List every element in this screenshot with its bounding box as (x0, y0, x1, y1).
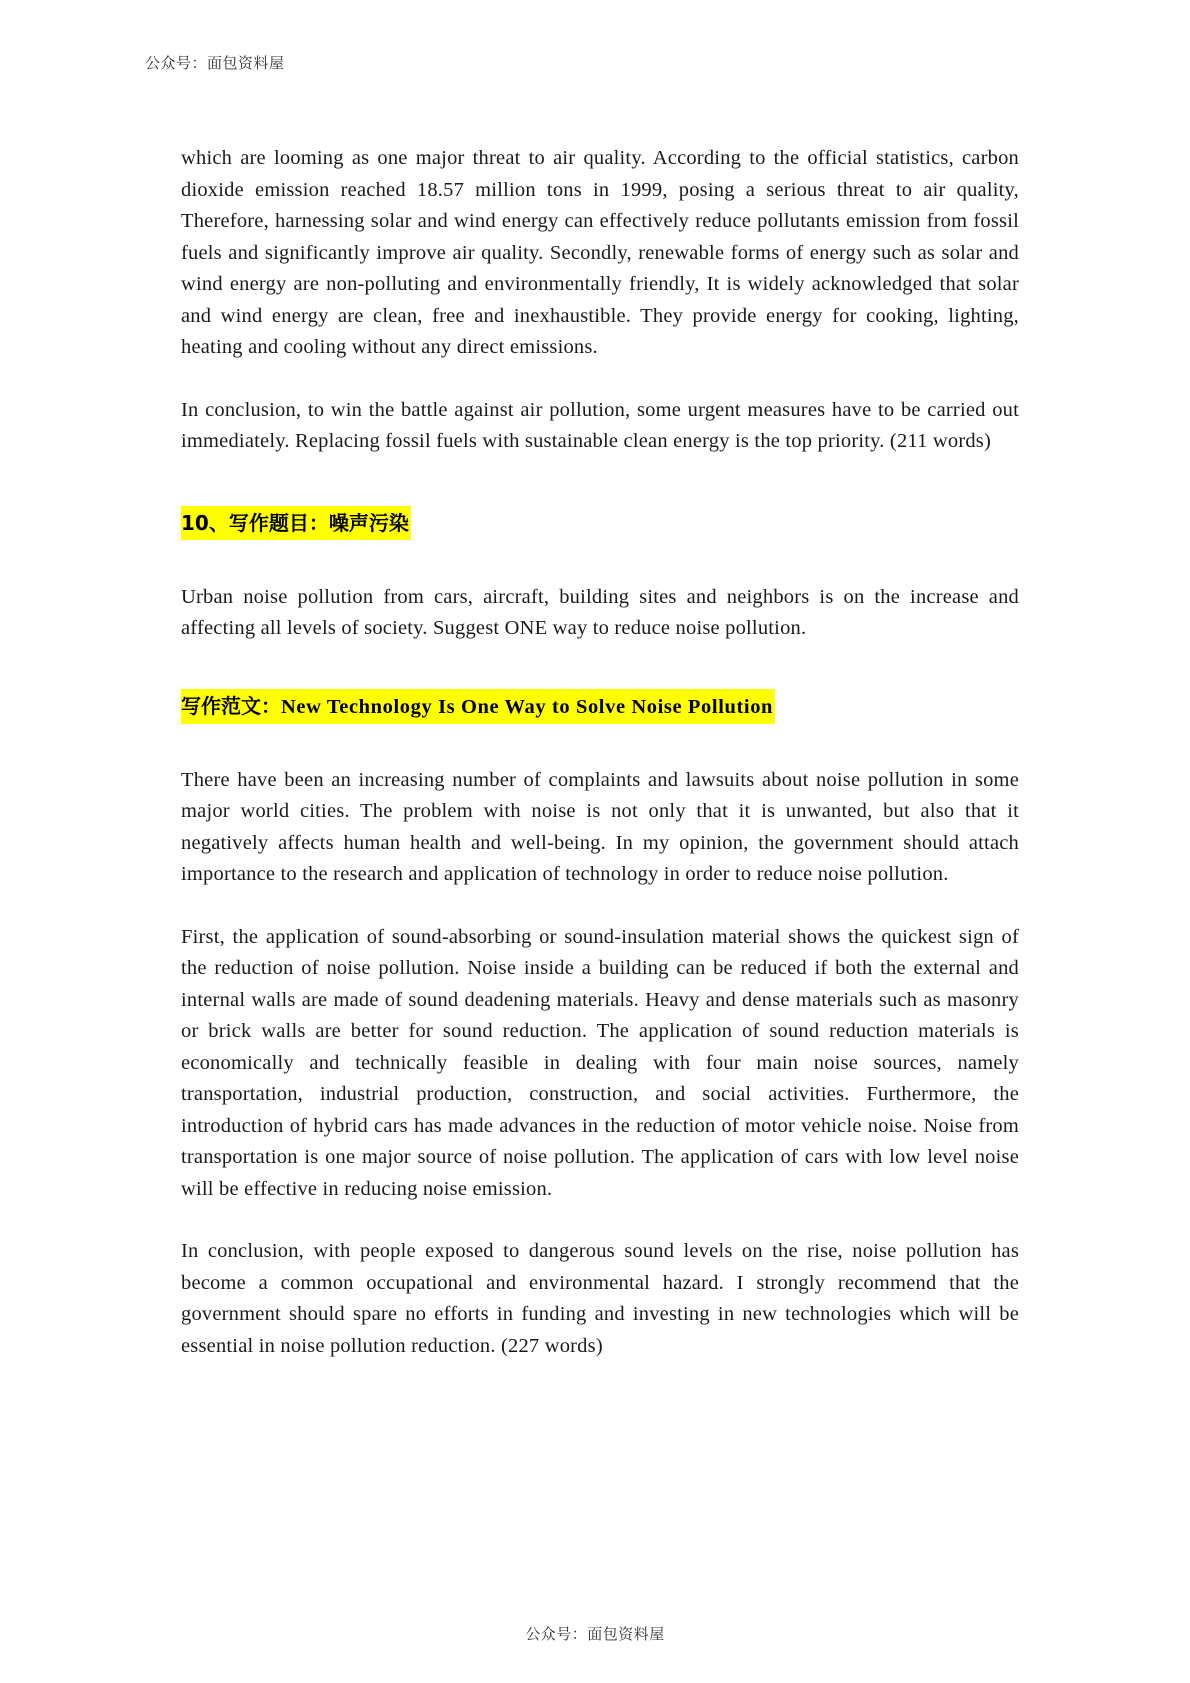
paragraph-conclusion-air: In conclusion, to win the battle against air pollution, some urgent measures have to be carried out immediately. Replacing fossil fuels with sustainable clean energy is the top priority. (211 words) (181, 398, 1019, 452)
sample-heading-title: New Technology Is One Way to Solve Noise Pollution (281, 695, 774, 718)
essay-intro: There have been an increasing number of complaints and lawsuits about noise pollution in some major world cities. The problem with noise is not only that it is unwanted, but also that it negatively affects human health and well-being. In my opinion, the government should attach importance to the research and application of technology in order to reduce noise pollution. (181, 768, 1019, 885)
sample-heading (181, 689, 775, 724)
sample-heading-wrap (181, 689, 1019, 723)
essay-body: First, the application of sound-absorbing or sound-insulation material shows the quickest sign of the reduction of noise pollution. Noise inside a building can be reduced if both the external and internal walls are made of sound deadening materials. Heavy and dense materials such as masonry or brick walls are better for sound reduction. The application of sound reduction materials is economically and technically feasible in dealing with four main noise sources, namely transportation, industrial production, construction, and social activities. Furthermore, the introduction of hybrid cars has made advances in the reduction of motor vehicle noise. Noise from transportation is one major source of noise pollution. The application of cars with low level noise will be effective in reducing noise emission. (181, 925, 1019, 1200)
sample-heading-label: 写作范文： (181, 693, 281, 718)
paragraph-continued: which are looming as one major threat to air quality. According to the official statistics, carbon dioxide emission reached 18.57 million tons in 1999, posing a serious threat to air quality, Therefore, harnessing solar and wind energy can effectively reduce pollutants emission from fossil fuels and significantly improve air quality. Secondly, renewable forms of energy such as solar and wind energy are non-polluting and environmentally friendly, It is widely acknowledged that solar and wind energy are clean, free and inexhaustible. They provide energy for cooking, lighting, heating and cooling without any direct emissions. (181, 147, 1019, 358)
section-heading: 10、写作题目：噪声污染 (181, 506, 411, 540)
section-heading-wrap (181, 506, 1019, 540)
page-header: 公众号：面包资料屋 (145, 56, 285, 72)
writing-prompt: Urban noise pollution from cars, aircraft, building sites and neighbors is on the increase and affecting all levels of society. Suggest ONE way to reduce noise pollution. (181, 585, 1019, 639)
page-footer: 公众号：面包资料屋 (525, 1627, 665, 1643)
document-body (181, 143, 1019, 1362)
essay-conclusion: In conclusion, with people exposed to dangerous sound levels on the rise, noise pollution has become a common occupational and environmental hazard. I strongly recommend that the government should spare no efforts in funding and investing in new technologies which will be essential in noise pollution reduction. (227 words) (181, 1240, 1019, 1357)
